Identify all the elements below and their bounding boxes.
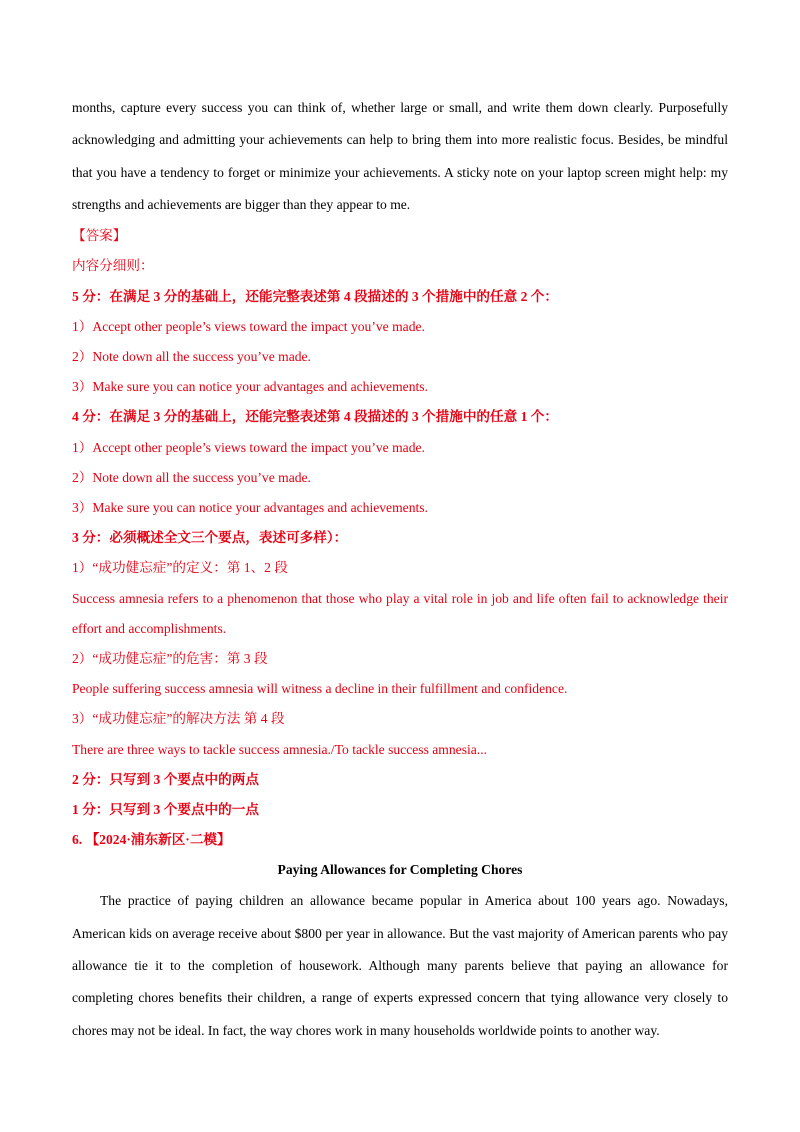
answer-heading: 【答案】 xyxy=(72,228,127,244)
question6-label: 6. 【2024·浦东新区·二模】 xyxy=(72,832,231,848)
score5-item-3: 3）Make sure you can notice your advantages and achievements. xyxy=(72,379,428,395)
score3-point2-label: 2）“成功健忘症”的危害：第 3 段 xyxy=(72,651,268,667)
score1-text: 1 分：只写到 3 个要点中的一点 xyxy=(72,802,259,818)
score3-heading: 3 分：必须概述全文三个要点，表述可多样）： xyxy=(72,530,348,546)
rubric-intro: 内容分细则： xyxy=(72,258,154,274)
score4-item-2: 2）Note down all the success you’ve made. xyxy=(72,469,311,485)
score2-text: 2 分：只写到 3 个要点中的两点 xyxy=(72,771,259,787)
document-page xyxy=(72,92,728,1047)
score3-point3-text: There are three ways to tackle success amnesia./To tackle success amnesia... xyxy=(72,741,487,757)
score3-point3-label: 3）“成功健忘症”的解决方法 第 4 段 xyxy=(72,711,285,727)
score3-point1-text: Success amnesia refers to a phenomenon that those who play a vital role in job and life often fail to acknowledge their effort and accomplishments. xyxy=(72,590,728,636)
score3-point1-label: 1）“成功健忘症”的定义：第 1、2 段 xyxy=(72,560,288,576)
intro-paragraph: months, capture every success you can think of, whether large or small, and write them down clearly. Purposefully acknowledging and admitting your achievements can help to bring them into more realistic focus. Besides, be mindful that you have a tendency to forget or minimize your achievements. A sticky note on your laptop screen might help: my strengths and achievements are bigger than they appear to me. xyxy=(72,100,728,212)
article-paragraph: The practice of paying children an allowance became popular in America about 100 years ago. Nowadays, American kids on average receive about $800 per year in allowance. But the vast majority of American parents who pay allowance tie it to the completion of housework. Although many parents believe that paying an allowance for completing chores benefits their children, a range of experts expressed concern that tying allowance very closely to chores may not be ideal. In fact, the way chores work in many households worldwide points to another way. xyxy=(72,893,728,1038)
score5-item-2: 2）Note down all the success you’ve made. xyxy=(72,349,311,364)
score3-point2-text: People suffering success amnesia will witness a decline in their fulfillment and confidence. xyxy=(72,681,568,697)
score5-item-1: 1）Accept other people’s views toward the impact you’ve made. xyxy=(72,318,425,334)
score5-heading: 5 分：在满足 3 分的基础上，还能完整表述第 4 段描述的 3 个措施中的任意 2 个： xyxy=(72,288,558,304)
score4-item-3: 3）Make sure you can notice your advantages and achievements. xyxy=(72,500,428,516)
article-title: Paying Allowances for Completing Chores xyxy=(277,862,523,878)
score4-item-1: 1）Accept other people’s views toward the impact you’ve made. xyxy=(72,439,425,455)
score4-heading: 4 分：在满足 3 分的基础上，还能完整表述第 4 段描述的 3 个措施中的任意 1 个： xyxy=(72,409,558,425)
